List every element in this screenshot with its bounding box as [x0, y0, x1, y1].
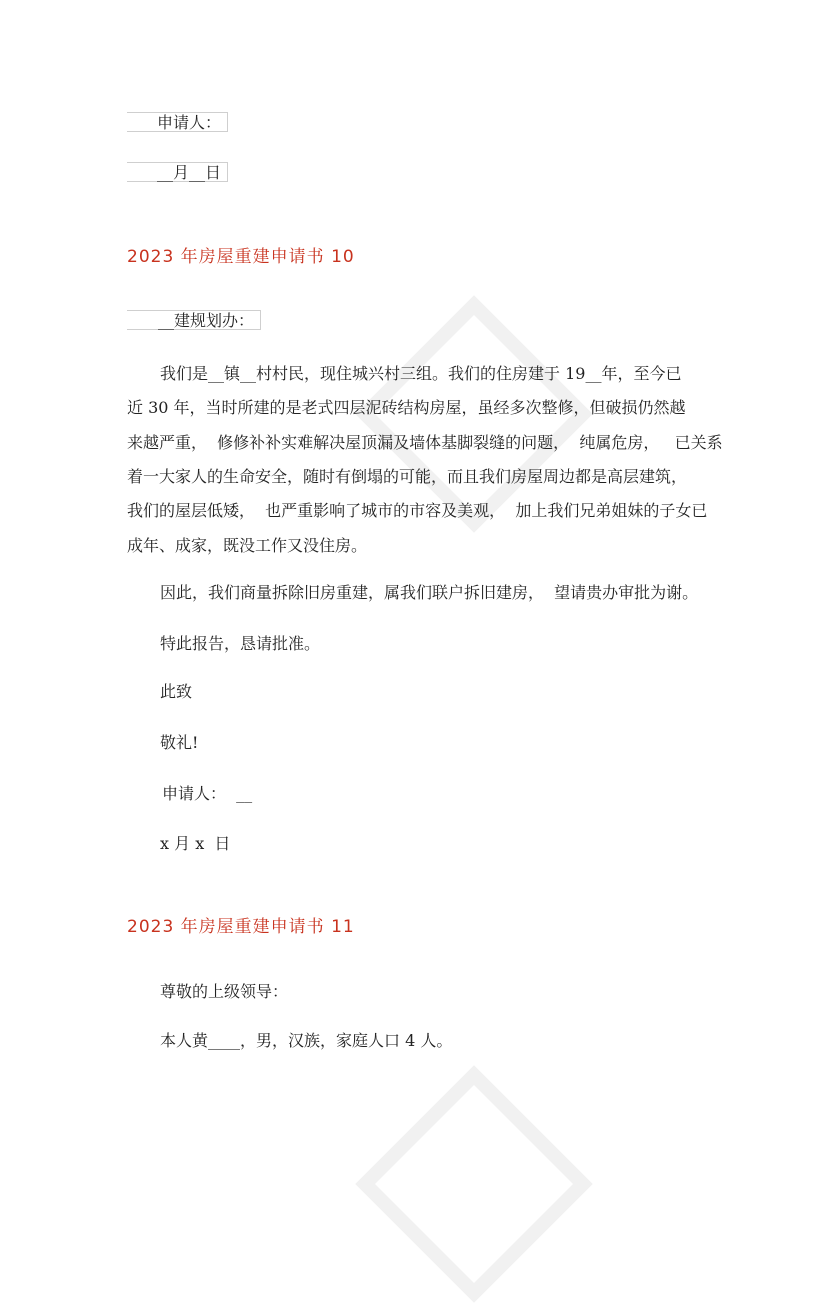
closing-salute: 敬礼!: [160, 733, 199, 752]
body-line: 来越严重， 修修补补实难解决屋顶漏及墙体基脚裂缝的问题， 纯属危房， 已关系: [127, 433, 723, 452]
body-line: 着一大家人的生命安全，随时有倒塌的可能，而且我们房屋周边都是高层建筑，: [127, 467, 688, 486]
body-line: 我们的屋层低矮， 也严重影响了城市的市容及美观， 加上我们兄弟姐妹的子女已: [127, 501, 708, 520]
recipient-field: __建规划办：: [127, 310, 261, 330]
body-line: 成年、成家，既没工作又没住房。: [127, 536, 368, 555]
date-line: x 月 x 日: [160, 834, 231, 853]
section-title: 2023 年房屋重建申请书 10: [127, 247, 355, 267]
paragraph-1: 本人黄____，男，汉族，家庭人口 4 人。: [160, 1031, 453, 1050]
paragraph-2: 因此，我们商量拆除旧房重建，属我们联户拆旧建房， 望请贵办审批为谢。: [160, 583, 699, 602]
date-field: __月__日: [127, 162, 228, 182]
closing-line: 此致: [160, 682, 193, 701]
section-title: 2023 年房屋重建申请书 11: [127, 917, 355, 937]
salutation: 尊敬的上级领导：: [160, 982, 289, 1001]
body-line: 我们是__镇__村村民，现住城兴村三组。我们的住房建于 19__年，至今已: [160, 364, 682, 383]
applicant-field: 申请人：: [127, 112, 228, 132]
applicant-line: 申请人： __: [162, 784, 253, 803]
paragraph-3: 特此报告，恳请批准。: [160, 634, 321, 653]
body-line: 近 30 年，当时所建的是老式四层泥砖结构房屋，虽经多次整修，但破损仍然越: [127, 398, 686, 417]
watermark: [355, 1065, 593, 1303]
